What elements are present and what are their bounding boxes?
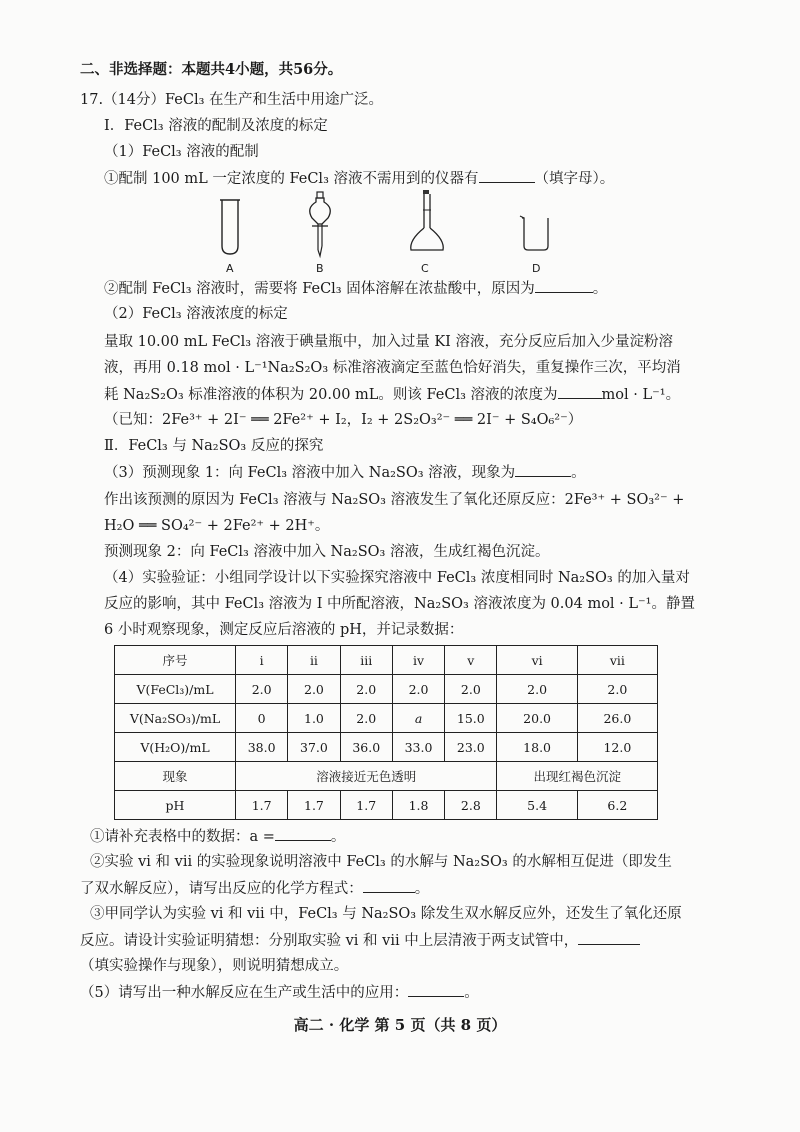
volumetric-flask-icon: [405, 188, 449, 260]
table-cell: 23.0: [445, 733, 497, 762]
table-cell: 2.0: [340, 704, 392, 733]
separatory-funnel-icon: [300, 190, 340, 262]
table-cell: 2.0: [577, 675, 657, 704]
table-row: [115, 675, 658, 704]
table-header-cell: i: [236, 646, 288, 675]
sub3-line1: （3）预测现象 1：向 FeCl₃ 溶液中加入 Na₂SO₃ 溶液，现象为 。: [104, 462, 586, 483]
apparatus-label-b: B: [316, 262, 324, 275]
beaker-icon: [518, 214, 554, 254]
table-cell: a: [392, 704, 444, 733]
table-header-cell: 序号: [115, 646, 236, 675]
answer-blank[interactable]: [363, 878, 415, 893]
table-cell: 0: [236, 704, 288, 733]
sub2-title: （2）FeCl₃ 溶液浓度的标定: [104, 306, 288, 322]
table-cell: 1.7: [288, 791, 340, 820]
sub2-line1: 量取 10.00 mL FeCl₃ 溶液于碘量瓶中，加入过量 KI 溶液，充分反应后加入少量淀粉溶: [104, 334, 673, 350]
table-header-cell: iv: [392, 646, 444, 675]
q4c-line2: 反应。请设计实验证明猜想：分别取实验 vi 和 vii 中上层清液于两支试管中，: [80, 930, 640, 951]
table-row-label: V(FeCl₃)/mL: [115, 675, 236, 704]
sub2-line3: 耗 Na₂S₂O₃ 标准溶液的体积为 20.00 mL。则该 FeCl₃ 溶液的浓度为 mol · L⁻¹。: [104, 384, 680, 405]
table-row-label: V(Na₂SO₃)/mL: [115, 704, 236, 733]
question-17-intro: 17.（14分）FeCl₃ 在生产和生活中用途广泛。: [80, 92, 384, 108]
table-cell: 出现红褐色沉淀: [497, 762, 658, 791]
table-cell: 2.0: [497, 675, 577, 704]
known-equations: （已知：2Fe³⁺ + 2I⁻ ══ 2Fe²⁺ + I₂，I₂ + 2S₂O₃²⁻ ══ 2I⁻ + S₄O₆²⁻）: [104, 412, 583, 428]
table-cell: 2.8: [445, 791, 497, 820]
table-header-cell: vii: [577, 646, 657, 675]
table-cell: 1.0: [288, 704, 340, 733]
table-cell: 37.0: [288, 733, 340, 762]
table-cell: 20.0: [497, 704, 577, 733]
sub4-line2: 反应的影响，其中 FeCl₃ 溶液为 Ⅰ 中所配溶液，Na₂SO₃ 溶液浓度为 0.04 mol · L⁻¹。静置: [104, 596, 695, 612]
table-row: [115, 704, 658, 733]
table-cell: 2.0: [445, 675, 497, 704]
answer-blank[interactable]: [578, 930, 640, 945]
table-cell: 1.8: [392, 791, 444, 820]
table-cell: 2.0: [236, 675, 288, 704]
apparatus-label-d: D: [532, 262, 541, 275]
answer-blank[interactable]: [275, 826, 331, 841]
page-footer: 高二 · 化学 第 5 页（共 8 页）: [293, 1016, 507, 1034]
table-cell: 1.7: [236, 791, 288, 820]
q4b-line1: ②实验 vi 和 vii 的实验现象说明溶液中 FeCl₃ 的水解与 Na₂SO₃ 的水解相互促进（即发生: [90, 854, 672, 870]
table-cell: 36.0: [340, 733, 392, 762]
table-cell: 18.0: [497, 733, 577, 762]
section-header: 二、非选择题：本题共4小题，共56分。: [80, 61, 343, 78]
q4c-line3: （填实验操作与现象），则说明猜想成立。: [80, 958, 349, 974]
sub3-line2: 作出该预测的原因为 FeCl₃ 溶液与 Na₂SO₃ 溶液发生了氧化还原反应：2Fe³⁺ + SO₃²⁻ +: [104, 492, 685, 508]
table-cell: 33.0: [392, 733, 444, 762]
table-row: [115, 791, 658, 820]
part2-title: Ⅱ．FeCl₃ 与 Na₂SO₃ 反应的探究: [104, 438, 324, 454]
table-cell: 溶液接近无色透明: [236, 762, 497, 791]
answer-blank[interactable]: [558, 384, 602, 399]
table-cell: 26.0: [577, 704, 657, 733]
sub3-line4: 预测现象 2：向 FeCl₃ 溶液中加入 Na₂SO₃ 溶液，生成红褐色沉淀。: [104, 544, 550, 560]
table-row: [115, 646, 658, 675]
answer-blank[interactable]: [535, 278, 593, 293]
table-row-label: pH: [115, 791, 236, 820]
table-cell: 1.7: [340, 791, 392, 820]
table-row-label: V(H₂O)/mL: [115, 733, 236, 762]
table-header-cell: v: [445, 646, 497, 675]
table-cell: 12.0: [577, 733, 657, 762]
answer-blank[interactable]: [479, 168, 535, 183]
q5-text: （5）请写出一种水解反应在生产或生活中的应用： 。: [80, 982, 479, 1003]
table-cell: 2.0: [288, 675, 340, 704]
sub3-line3: H₂O ══ SO₄²⁻ + 2Fe²⁺ + 2H⁺。: [104, 518, 330, 534]
sub1-title: （1）FeCl₃ 溶液的配制: [104, 144, 259, 160]
table-header-cell: vi: [497, 646, 577, 675]
q4b-line2: 了双水解反应），请写出反应的化学方程式： 。: [80, 878, 429, 899]
q4c-line1: ③甲同学认为实验 vi 和 vii 中，FeCl₃ 与 Na₂SO₃ 除发生双水解反应外，还发生了氧化还原: [90, 906, 682, 922]
q1b-text: ②配制 FeCl₃ 溶液时，需要将 FeCl₃ 固体溶解在浓盐酸中，原因为 。: [104, 278, 607, 299]
table-header-cell: ii: [288, 646, 340, 675]
sub4-line3: 6 小时观察现象，测定反应后溶液的 pH，并记录数据：: [104, 622, 464, 638]
answer-blank[interactable]: [408, 982, 464, 997]
table-cell: 6.2: [577, 791, 657, 820]
table-header-cell: iii: [340, 646, 392, 675]
q4a-text: ①请补充表格中的数据：a = 。: [90, 826, 345, 847]
part1-title: Ⅰ．FeCl₃ 溶液的配制及浓度的标定: [104, 118, 328, 134]
table-row-label: 现象: [115, 762, 236, 791]
table-cell: 38.0: [236, 733, 288, 762]
answer-blank[interactable]: [515, 462, 571, 477]
experiment-data-table: [114, 645, 658, 820]
table-row: [115, 733, 658, 762]
table-cell: 2.0: [392, 675, 444, 704]
test-tube-icon: [210, 196, 250, 258]
sub4-line1: （4）实验验证：小组同学设计以下实验探究溶液中 FeCl₃ 浓度相同时 Na₂SO₃ 的加入量对: [104, 570, 690, 586]
table-row: [115, 762, 658, 791]
table-cell: 2.0: [340, 675, 392, 704]
q1a-text: ①配制 100 mL 一定浓度的 FeCl₃ 溶液不需用到的仪器有 （填字母）。: [104, 168, 614, 189]
table-cell: 5.4: [497, 791, 577, 820]
sub2-line2: 液，再用 0.18 mol · L⁻¹Na₂S₂O₃ 标准溶液滴定至蓝色恰好消失，重复操作三次，平均消: [104, 360, 681, 376]
apparatus-label-c: C: [421, 262, 429, 275]
apparatus-label-a: A: [226, 262, 234, 275]
table-cell: 15.0: [445, 704, 497, 733]
